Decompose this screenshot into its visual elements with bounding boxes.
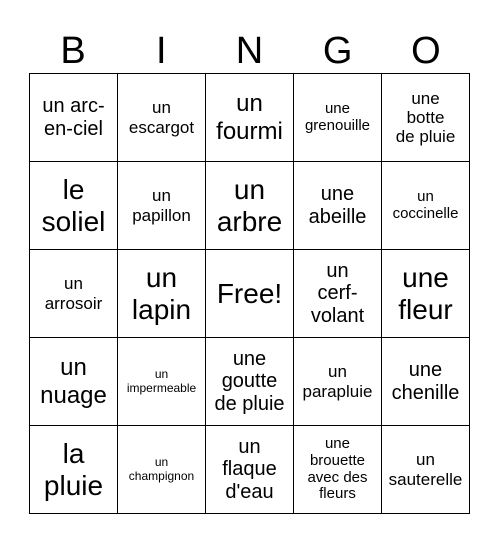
bingo-cell[interactable]	[382, 162, 470, 250]
cell-text: un flaque d'eau	[222, 435, 277, 503]
bingo-cell[interactable]	[206, 338, 294, 426]
bingo-cell[interactable]	[382, 74, 470, 162]
free-space[interactable]	[206, 250, 294, 338]
bingo-cell[interactable]	[118, 162, 206, 250]
bingo-cell[interactable]	[294, 338, 382, 426]
cell-text: un escargot	[128, 98, 195, 137]
cell-text: un lapin	[131, 261, 192, 325]
bingo-cell[interactable]	[294, 250, 382, 338]
cell-text: un cerf- volant	[310, 259, 365, 327]
cell-text: un sauterelle	[388, 450, 463, 489]
bingo-cell[interactable]	[30, 74, 118, 162]
header-letter-g: G	[322, 30, 353, 72]
bingo-cell[interactable]	[118, 74, 206, 162]
bingo-cell[interactable]	[30, 426, 118, 514]
bingo-cell[interactable]	[382, 338, 470, 426]
cell-text: un coccinelle	[392, 187, 459, 222]
cell-text: une brouette avec des fleurs	[307, 434, 368, 503]
bingo-cell[interactable]	[30, 250, 118, 338]
bingo-cell[interactable]	[206, 426, 294, 514]
header-letter-b: B	[60, 30, 86, 72]
cell-text: une goutte de pluie	[214, 347, 285, 415]
bingo-header	[29, 30, 470, 72]
cell-text: un champignon	[128, 454, 195, 483]
bingo-cell[interactable]	[206, 162, 294, 250]
cell-text: un arbre	[216, 173, 283, 237]
bingo-cell[interactable]	[30, 338, 118, 426]
header-letter-n: N	[235, 30, 264, 72]
bingo-cell[interactable]	[118, 250, 206, 338]
cell-text: une chenille	[391, 358, 460, 404]
cell-text: une fleur	[398, 261, 453, 325]
cell-text: un arc- en-ciel	[42, 94, 105, 140]
cell-text: une grenouille	[304, 99, 371, 134]
cell-text: un fourmi	[216, 90, 283, 145]
bingo-cell[interactable]	[294, 426, 382, 514]
bingo-grid	[29, 73, 470, 514]
bingo-cell[interactable]	[118, 426, 206, 514]
cell-text: une abeille	[308, 182, 367, 228]
bingo-cell[interactable]	[206, 74, 294, 162]
cell-text: un parapluie	[302, 362, 373, 401]
bingo-cell[interactable]	[294, 162, 382, 250]
bingo-cell[interactable]	[382, 250, 470, 338]
cell-text: le soliel	[41, 173, 106, 237]
cell-text: un papillon	[132, 186, 191, 225]
cell-text: Free!	[216, 277, 283, 309]
header-letter-i: I	[156, 30, 167, 72]
cell-text: la pluie	[43, 437, 104, 501]
cell-text: un impermeable	[126, 366, 197, 395]
header-letter-o: O	[411, 30, 441, 72]
bingo-cell[interactable]	[118, 338, 206, 426]
bingo-cell[interactable]	[382, 426, 470, 514]
bingo-cell[interactable]	[294, 74, 382, 162]
cell-text: un arrosoir	[44, 274, 103, 313]
bingo-cell[interactable]	[30, 162, 118, 250]
cell-text: une botte de pluie	[395, 88, 456, 147]
cell-text: un nuage	[40, 354, 107, 409]
